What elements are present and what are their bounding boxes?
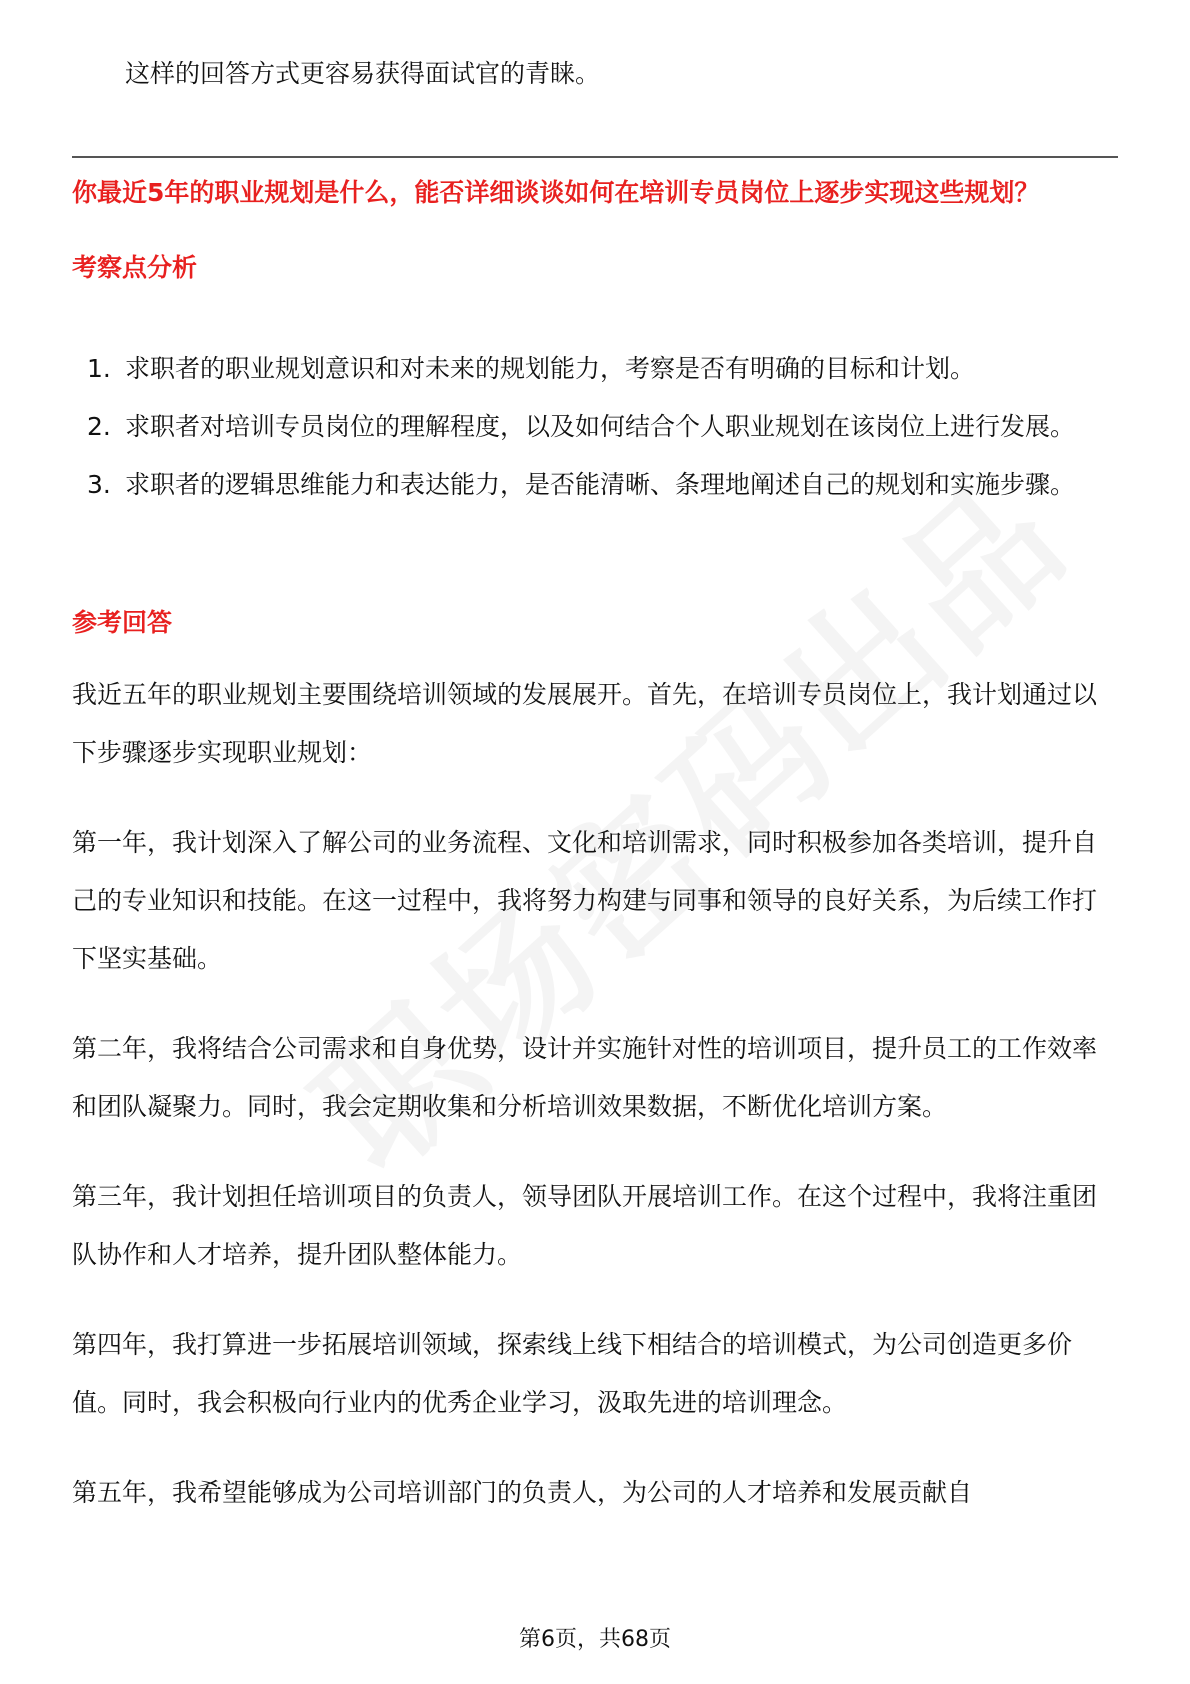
list-item xyxy=(72,456,1118,514)
list-item xyxy=(72,398,1118,456)
list-item-number: 2. xyxy=(87,412,111,441)
analysis-list xyxy=(72,340,1118,514)
answer-paragraph: 我近五年的职业规划主要围绕培训领域的发展展开。首先，在培训专员岗位上，我计划通过以下步骤逐步实现职业规划： xyxy=(72,680,1098,767)
analysis-heading: 考察点分析 xyxy=(72,253,198,282)
answer-paragraph: 第一年，我计划深入了解公司的业务流程、文化和培训需求，同时积极参加各类培训，提升自己的专业知识和技能。在这一过程中，我将努力构建与同事和领导的良好关系，为后续工作打下坚实基础。 xyxy=(72,828,1098,973)
list-item xyxy=(72,340,1118,398)
question-heading: 你最近5年的职业规划是什么，能否详细谈谈如何在培训专员岗位上逐步实现这些规划？ xyxy=(72,178,1040,207)
previous-paragraph-end: 这样的回答方式更容易获得面试官的青睐。 xyxy=(125,59,601,88)
answer-body xyxy=(72,680,1118,1554)
answer-paragraph: 第四年，我打算进一步拓展培训领域，探索线上线下相结合的培训模式，为公司创造更多价值。同时，我会积极向行业内的优秀企业学习，汲取先进的培训理念。 xyxy=(72,1330,1073,1417)
answer-paragraph: 第三年，我计划担任培训项目的负责人，领导团队开展培训工作。在这个过程中，我将注重团队协作和人才培养，提升团队整体能力。 xyxy=(72,1182,1098,1269)
page-number-footer: 第6页，共68页 xyxy=(519,1627,671,1652)
list-item-text: 求职者的职业规划意识和对未来的规划能力，考察是否有明确的目标和计划。 xyxy=(125,354,976,383)
answer-paragraph: 第五年，我希望能够成为公司培训部门的负责人，为公司的人才培养和发展贡献自 xyxy=(72,1478,973,1507)
list-item-text: 求职者的逻辑思维能力和表达能力，是否能清晰、条理地阐述自己的规划和实施步骤。 xyxy=(125,470,1076,499)
list-item-number: 3. xyxy=(87,470,111,499)
section-divider xyxy=(72,156,1118,158)
list-item-text: 求职者对培训专员岗位的理解程度，以及如何结合个人职业规划在该岗位上进行发展。 xyxy=(125,412,1076,441)
answer-paragraph: 第二年，我将结合公司需求和自身优势，设计并实施针对性的培训项目，提升员工的工作效率和团队凝聚力。同时，我会定期收集和分析培训效果数据，不断优化培训方案。 xyxy=(72,1034,1098,1121)
answer-heading: 参考回答 xyxy=(72,608,173,637)
list-item-number: 1. xyxy=(87,354,111,383)
